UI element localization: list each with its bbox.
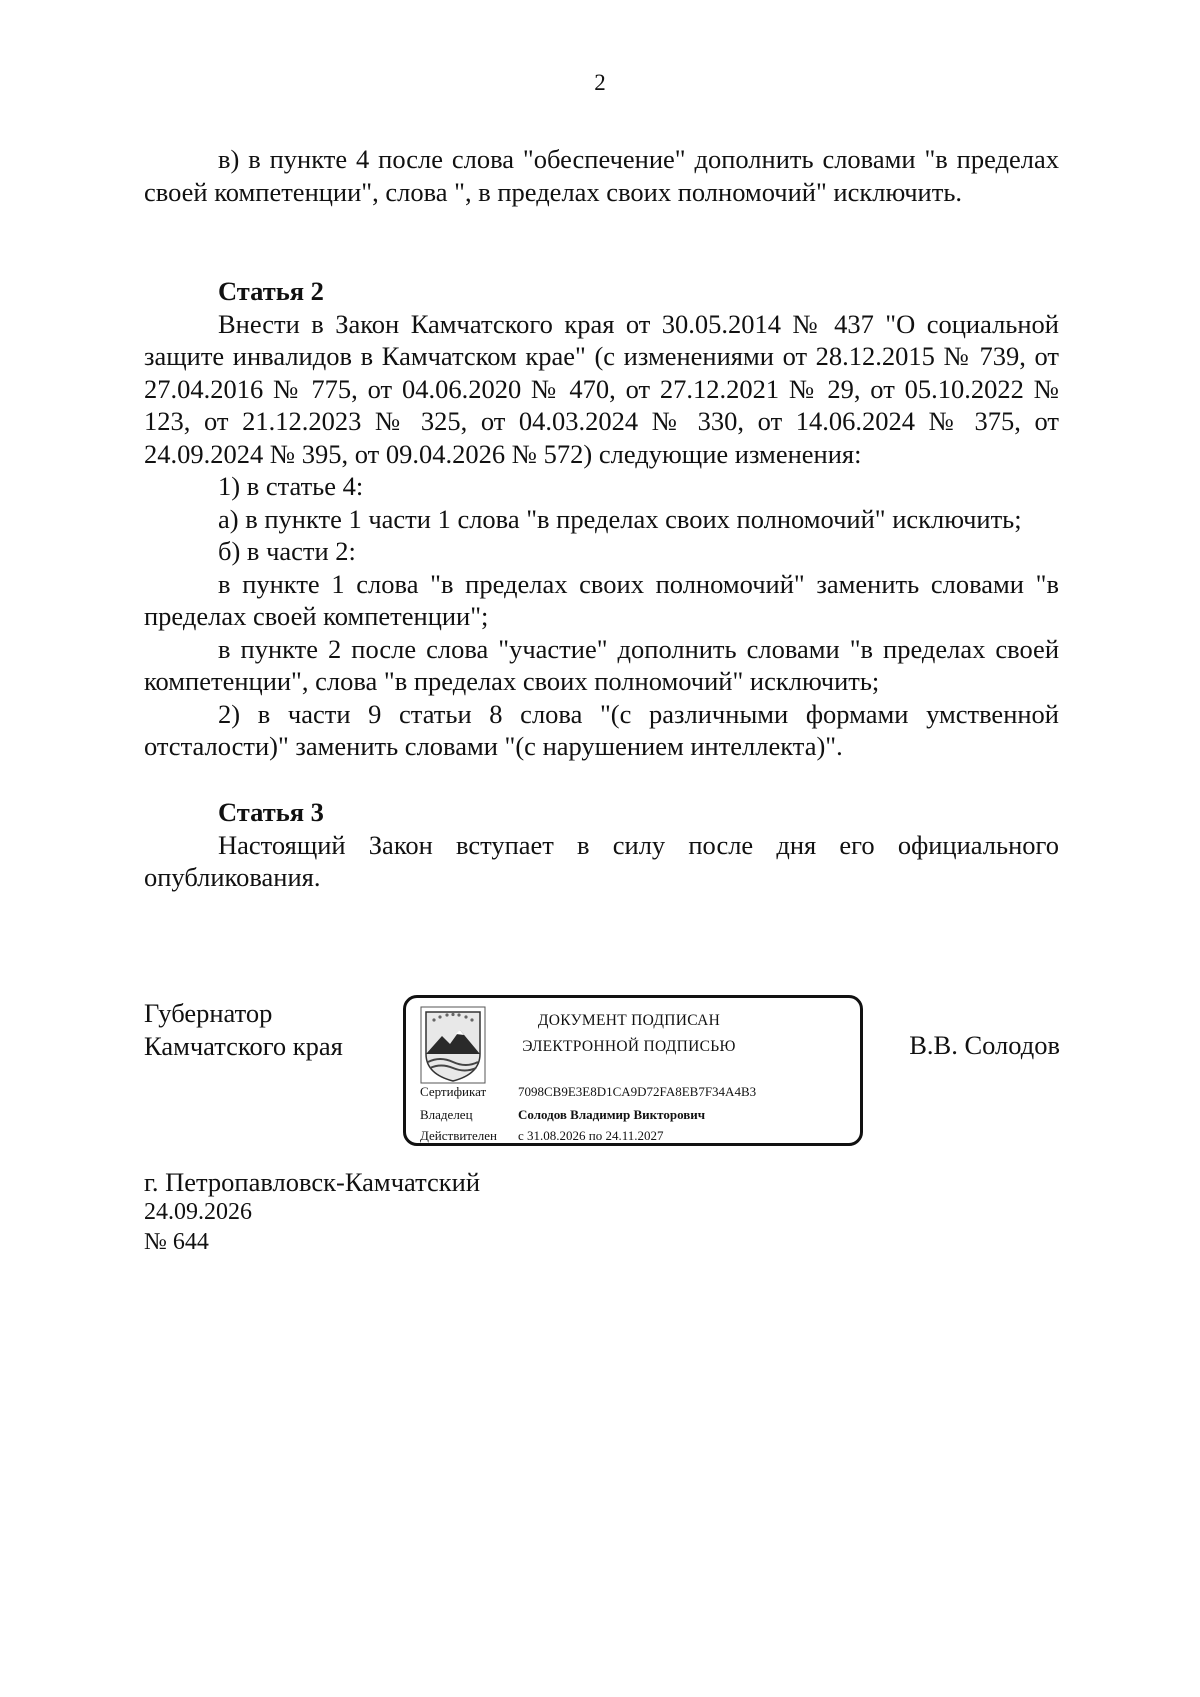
kamchatka-emblem-icon xyxy=(420,1006,486,1084)
validity-label: Действителен xyxy=(420,1128,497,1143)
signer-position-line2: Камчатского края xyxy=(144,1030,343,1061)
certificate-label: Сертификат xyxy=(420,1084,487,1099)
article-2-paragraph: в пункте 2 после слова "участие" дополнить словами "в пределах своей компетенции", слова "в пределах своих полномочий" исключить; xyxy=(144,633,1059,696)
article-2-heading: Статья 2 xyxy=(218,276,324,306)
stamp-title-line1: ДОКУМЕНТ ПОДПИСАН xyxy=(537,1012,721,1029)
electronic-signature-stamp xyxy=(403,995,863,1146)
article-2-paragraph: 1) в статье 4: xyxy=(218,471,364,501)
paragraph-v: в) в пункте 4 после слова "обеспечение" дополнить словами "в пределах своей компетенции", слова ", в пределах своих полномочий" исключить. xyxy=(144,144,1059,207)
article-2-paragraph: а) в пункте 1 части 1 слова "в пределах своих полномочий" исключить; xyxy=(218,503,1022,534)
signer-position-line1: Губернатор xyxy=(144,998,273,1028)
stamp-certificate-row xyxy=(420,1084,756,1100)
stamp-validity-row xyxy=(420,1128,664,1144)
city: г. Петропавловск-Камчатский xyxy=(144,1167,480,1197)
article-3 xyxy=(144,796,1059,894)
article-2-paragraph: Внести в Закон Камчатского края от 30.05.2014 № 437 "О социальной защите инвалидов в Камчатском крае" (с изменениями от 28.12.2015 № 739, от 27.04.2016 № 775, от 04.06.2020 № 470, от 27.12.2021 № 29, от 05.10.2022 № 123, от 21.12.2023 № 325, от 04.03.2024 № 330, от 14.06.2024 № 375, от 24.09.2024 № 395, от 09.04.2026 № 572) следующие изменения: xyxy=(144,308,1059,469)
document-date: 24.09.2026 xyxy=(144,1199,252,1225)
continuation-block xyxy=(144,143,1059,208)
owner-label: Владелец xyxy=(420,1107,473,1122)
stamp-title-line2: ЭЛЕКТРОННОЙ ПОДПИСЬЮ xyxy=(522,1038,736,1055)
article-2-paragraph: 2) в части 9 статьи 8 слова "(с различными формами умственной отсталости)" заменить словами "(с нарушением интеллекта)". xyxy=(144,698,1059,761)
signer-name: В.В. Солодов xyxy=(909,1030,1060,1060)
validity-value: с 31.08.2026 по 24.11.2027 xyxy=(518,1128,664,1143)
document-number: № 644 xyxy=(144,1229,209,1255)
stamp-title xyxy=(504,1008,754,1060)
page-number: 2 xyxy=(594,70,606,95)
signer-position xyxy=(144,997,343,1062)
certificate-value: 7098CB9E3E8D1CA9D72FA8EB7F34A4B3 xyxy=(518,1084,757,1099)
document-footer xyxy=(144,1167,480,1257)
article-2-paragraph: б) в части 2: xyxy=(218,536,356,566)
article-2 xyxy=(144,275,1059,763)
article-3-paragraph: Настоящий Закон вступает в силу после дня его официального опубликования. xyxy=(144,829,1059,892)
article-3-heading: Статья 3 xyxy=(218,797,324,827)
stamp-owner-row xyxy=(420,1107,705,1123)
owner-value: Солодов Владимир Викторович xyxy=(518,1107,706,1122)
article-2-paragraph: в пункте 1 слова "в пределах своих полномочий" заменить словами "в пределах своей компетенции"; xyxy=(144,568,1059,631)
